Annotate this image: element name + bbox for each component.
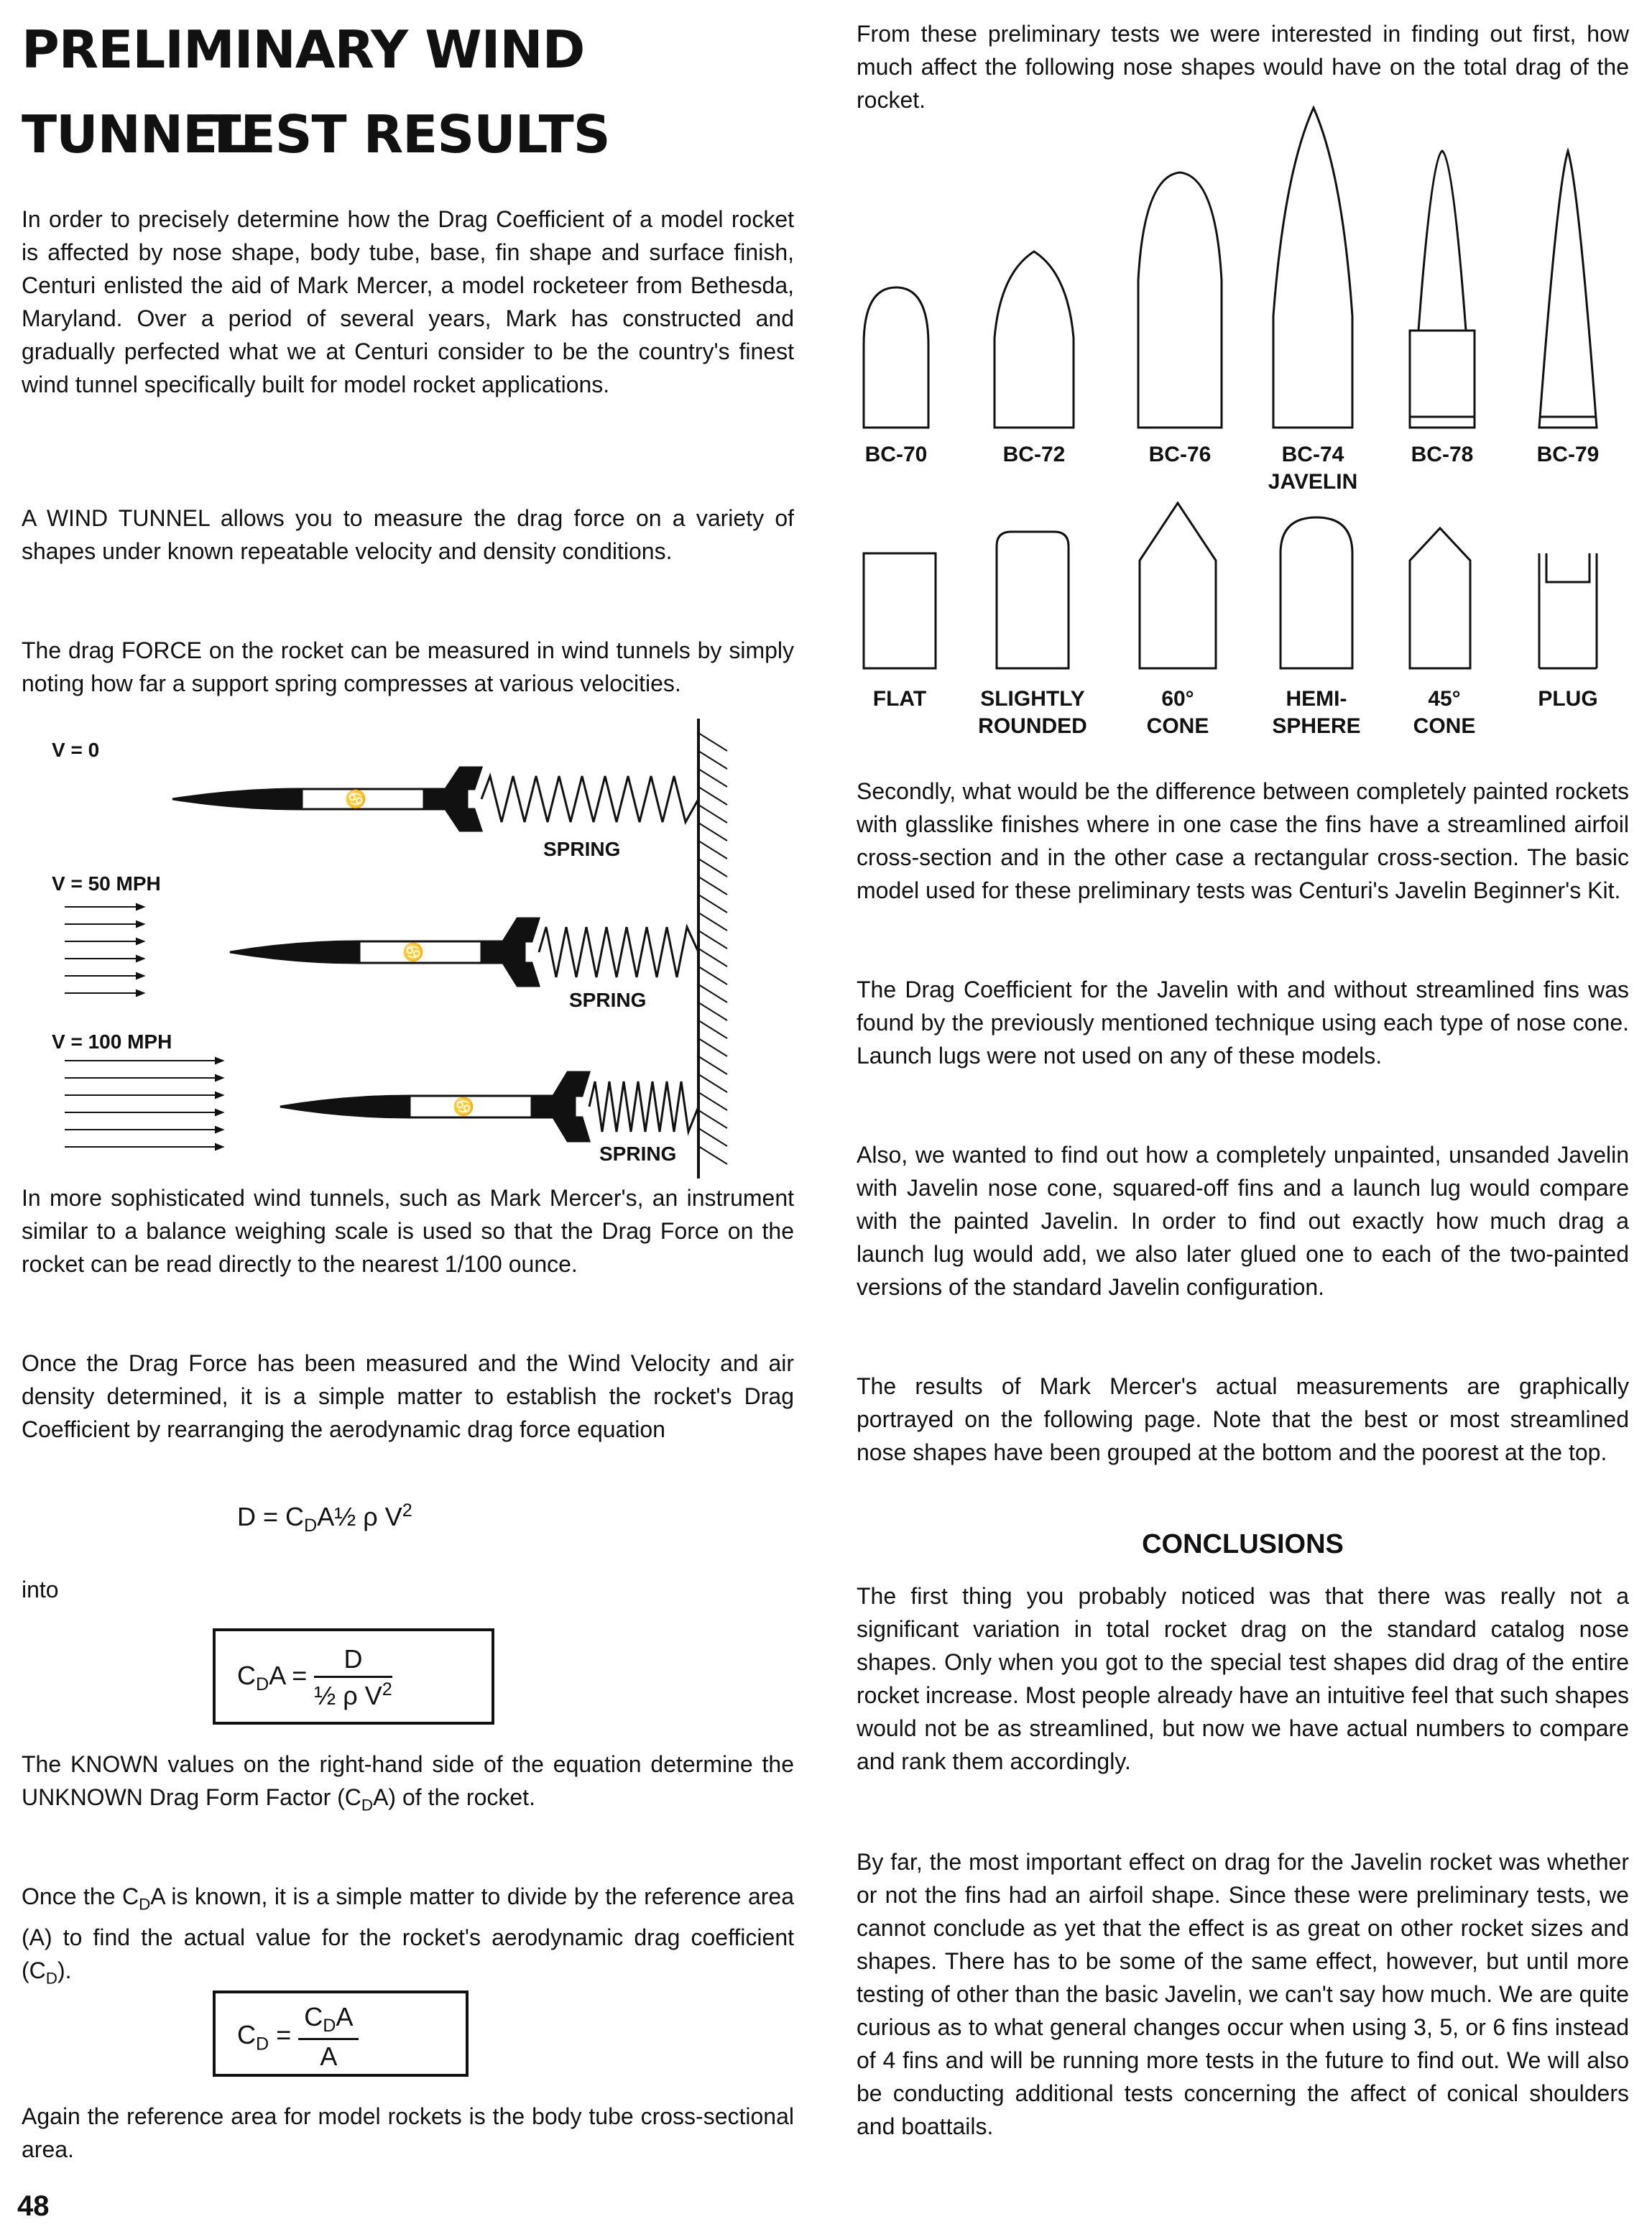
rocket-at-rest [172, 767, 698, 831]
shape-label-plug: PLUG [1538, 687, 1598, 711]
page-title-line2: TEST RESULTS [206, 104, 610, 165]
page-title-line1: PRELIMINARY WIND TUNNEL [22, 19, 585, 165]
left-paragraph-1: In order to precisely determine how the Drag Coefficient of a model rocket is affected by nose shape, body tube, base, fin shape and surface finish, Centuri enlisted the aid of Mark Mercer, a model rocketeer from Bethesda, Maryland. Over a period of several years, Mark has constructed and gradually perfected what we at Centuri consider to be the country's finest wind tunnel specifically built for model rocket applications. [22, 206, 794, 397]
svg-text:♋: ♋ [345, 790, 366, 809]
right-paragraph-2: Secondly, what would be the difference between completely painted rockets with glasslike finishes where in one case the fins have a streamlined airfoil cross-section and in the other case a rectangular cross-section. The basic model used for these preliminary tests was Centuri's Javelin Beginner's Kit. [857, 778, 1629, 903]
shape-label-hemi: HEMI- [1286, 687, 1347, 711]
into-label: into [22, 1577, 59, 1602]
cone-45-shape [1410, 528, 1470, 668]
plug-shape [1539, 553, 1597, 668]
bc-76-shape [1138, 172, 1222, 428]
nose-shapes-row2 [857, 489, 1629, 675]
shape-label-45-degree: 45° [1428, 687, 1461, 711]
bc-70-shape [864, 287, 928, 428]
cone-60-shape [1140, 503, 1216, 668]
bc-72-shape [995, 252, 1074, 428]
shape-label-bc-78: BC-78 [1411, 443, 1474, 466]
wind-tunnel-figure [22, 719, 794, 1179]
shape-label-bc-76: BC-76 [1148, 443, 1212, 466]
shape-label-bc-74: BC-74 [1281, 443, 1344, 466]
velocity-label-50: V = 50 MPH [52, 872, 161, 895]
right-paragraph-3: The Drag Coefficient for the Javelin with and without streamlined fins was found by the previously mentioned technique using each type of nose cone. Launch lugs were not used on any of these models. [857, 977, 1629, 1069]
rocket-100mph [280, 1072, 698, 1141]
airflow-arrows-100mph [65, 1058, 223, 1150]
wall-hatching [698, 733, 727, 1164]
left-paragraph-5: Once the Drag Force has been measured and the Wind Velocity and air density determined, it is a simple matter to establish the rocket's Drag Coefficient by rearranging the aerodynamic drag force equation [22, 1350, 794, 1442]
shape-label-bc-70: BC-70 [864, 443, 928, 466]
flat-shape [864, 553, 936, 668]
svg-text:♋: ♋ [453, 1097, 474, 1117]
conclusions-heading: CONCLUSIONS [1142, 1529, 1344, 1559]
bc-78-shape [1410, 151, 1475, 428]
left-paragraph-7: Once the $C_DA$ is known, it is a simple matter to divide by the reference area (A) to find the actual value for the rocket's aerodynamic drag coefficient $(C_D)$. [22, 1883, 795, 1988]
nose-shapes-row1 [857, 101, 1629, 438]
spring-label-2: SPRING [569, 989, 647, 1011]
left-paragraph-3: The drag FORCE on the rocket can be measured in wind tunnels by simply noting how far a support spring compresses at various velocities. [22, 637, 794, 696]
bc-79-shape [1539, 151, 1597, 428]
shape-label-cone-1: CONE [1146, 714, 1209, 738]
shape-label-slightly: SLIGHTLY [980, 687, 1085, 711]
velocity-label-100: V = 100 MPH [52, 1030, 172, 1053]
drag-form-factor-equation: $C_DA$ = $\frac{D}{\frac{1}{2} \rho V^2}$ [237, 1644, 392, 1710]
velocity-label-0: V = 0 [52, 739, 100, 761]
svg-text:♋: ♋ [402, 943, 424, 962]
spring-label-3: SPRING [599, 1143, 677, 1165]
hemisphere-shape [1280, 517, 1352, 668]
shape-label-60-degree: 60° [1161, 687, 1194, 711]
shape-label-bc-72: BC-72 [1002, 443, 1066, 466]
airflow-arrows-50mph [65, 904, 144, 996]
right-paragraph-4: Also, we wanted to find out how a completely unpainted, unsanded Javelin with Javelin nose cone, squared-off fins and a launch lug would compare with the painted Javelin. In order to find out exactly how much drag a launch lug would add, we also later glued one to each of the two-painted versions of the standard Javelin configuration. [857, 1142, 1629, 1300]
right-paragraph-7: By far, the most important effect on drag for the Javelin rocket was whether or not the fins had an airfoil shape. Since these were preliminary tests, we cannot conclude as yet that the effect is as great on other rocket sizes and shapes. There has to be some of the same effect, however, but until more testing of other than the basic Javelin, we can't say how much. We are quite curious as to what general changes occur when using 3, 5, or 6 fins instead of 4 fins and will be running more tests in the future to find out. We will also be conducting additional tests concerning the affect of conical shoulders and boattails. [857, 1849, 1629, 2139]
drag-force-equation: $D = C_DA\frac{1}{2}$ ρ $V^2$ [237, 1500, 412, 1536]
shape-label-cone-2: CONE [1413, 714, 1476, 738]
shape-label-flat: FLAT [872, 687, 927, 711]
right-paragraph-5: The results of Mark Mercer's actual measurements are graphically portrayed on the following page. Note that the best or most streamlined nose shapes have been grouped at the bottom and the poorest at the top. [857, 1373, 1629, 1465]
rocket-50mph [230, 918, 698, 986]
left-paragraph-4: In more sophisticated wind tunnels, such as Mark Mercer's, an instrument similar to a balance weighing scale is used so that the Drag Force on the rocket can be read directly to the nearest 1/100 ounce. [22, 1185, 794, 1277]
left-paragraph-6: The KNOWN values on the right-hand side of the equation determine the UNKNOWN Drag Form Factor $(C_DA)$ of the rocket. [22, 1751, 794, 1814]
bc-74-shape [1273, 108, 1352, 428]
drag-coefficient-equation-box [213, 1991, 469, 2077]
shape-label-bc-79: BC-79 [1536, 443, 1600, 466]
shape-label-sphere: SPHERE [1272, 714, 1361, 738]
left-paragraph-8: Again the reference area for model rockets is the body tube cross-sectional area. [22, 2103, 794, 2162]
right-paragraph-1: From these preliminary tests we were interested in finding out first, how much affect the following nose shapes would have on the total drag of the rocket. [857, 21, 1629, 113]
shape-label-javelin: JAVELIN [1268, 470, 1358, 494]
spring-label-1: SPRING [543, 838, 621, 860]
left-paragraph-2: A WIND TUNNEL allows you to measure the drag force on a variety of shapes under known repeatable velocity and density conditions. [22, 505, 794, 564]
drag-form-factor-equation-box [213, 1628, 494, 1725]
drag-coefficient-equation: $C_D$ = $\frac{C_DA}{A}$ [237, 2002, 359, 2072]
slightly-rounded-shape [997, 532, 1069, 668]
shape-label-rounded: ROUNDED [978, 714, 1087, 738]
page-number: 48 [17, 2190, 50, 2222]
right-paragraph-6: The first thing you probably noticed was that there was really not a significant variation in total rocket drag on the standard catalog nose shapes. Only when you got to the special test shapes did drag of the entire rocket increase. Most people already have an intuitive feel that such shapes would not be as streamlined, but now we have actual numbers to compare and rank them accordingly. [857, 1583, 1629, 1774]
